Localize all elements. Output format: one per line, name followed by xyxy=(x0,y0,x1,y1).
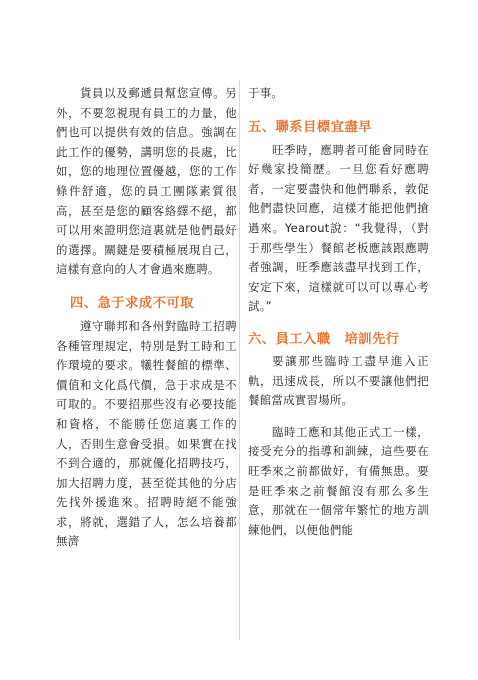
paragraph-training: 臨時工應和其他正式工一樣，接受充分的指導和訓練，這些要在旺季來之前都做好，有備無患。要是旺季來之前餐館沒有那么多生意，那就在一個常年繁忙的地方訓練他們，以便他們能 xyxy=(248,424,429,537)
paragraph-gap xyxy=(248,411,429,423)
column-divider xyxy=(239,80,240,640)
section-heading-4: 四、急于求成不可取 xyxy=(70,295,195,311)
section-heading-6: 六、員工入職 培訓先行 xyxy=(248,331,400,347)
paragraph-contact-early: 旺季時，應聘者可能會同時在好幾家投簡歷。一旦您看好應聘者，一定要盡快和他們聯系，敦促他們盡快回應，這樣才能把他們搶過來。Yearout說：“我覺得，（對于那些學生）餐館老板應該跟應聘者強調，旺季應該盡早找到工作，安定下來，這樣就可以可以專心考試。” xyxy=(248,142,429,314)
paragraph-continuation: 于事。 xyxy=(248,86,284,100)
section-heading-5: 五、聯系目標宜盡早 xyxy=(248,119,373,135)
paragraph-onboarding: 要讓那些臨時工盡早進入正軌，迅速成長，所以不要讓他們把餐館當成實習場所。 xyxy=(248,353,429,408)
right-column xyxy=(248,84,429,540)
left-column xyxy=(56,84,237,552)
paragraph-promotion: 貨員以及郵遞員幫您宣傳。另外，不要忽視現有員工的力量，他們也可以提供有效的信息。強調在此工作的優勢，講明您的長處，比如，您的地理位置優越，您的工作條件舒適，您的員工團隊素質很高，甚至是您的顧客絡繹不絕，都可以用來證明您這裏就是他們最好的選擇。關鍵是要積極展現自己，這樣有意向的人才會過來應聘。 xyxy=(56,86,237,277)
paragraph-no-rush: 遵守聯邦和各州對臨時工招聘各種管理規定，特別是對工時和工作環境的要求。犧牲餐館的標準、價值和文化爲代價，急于求成是不可取的。不要招那些沒有必要技能和資格，不能勝任您這裏工作的人，否則生意會受損。如果實在找不到合適的，那就優化招聘技巧，加大招聘力度，甚至從其他的分店先找外援進來。招聘時絕不能強求，將就，選錯了人，怎么培養都無濟 xyxy=(56,318,237,549)
